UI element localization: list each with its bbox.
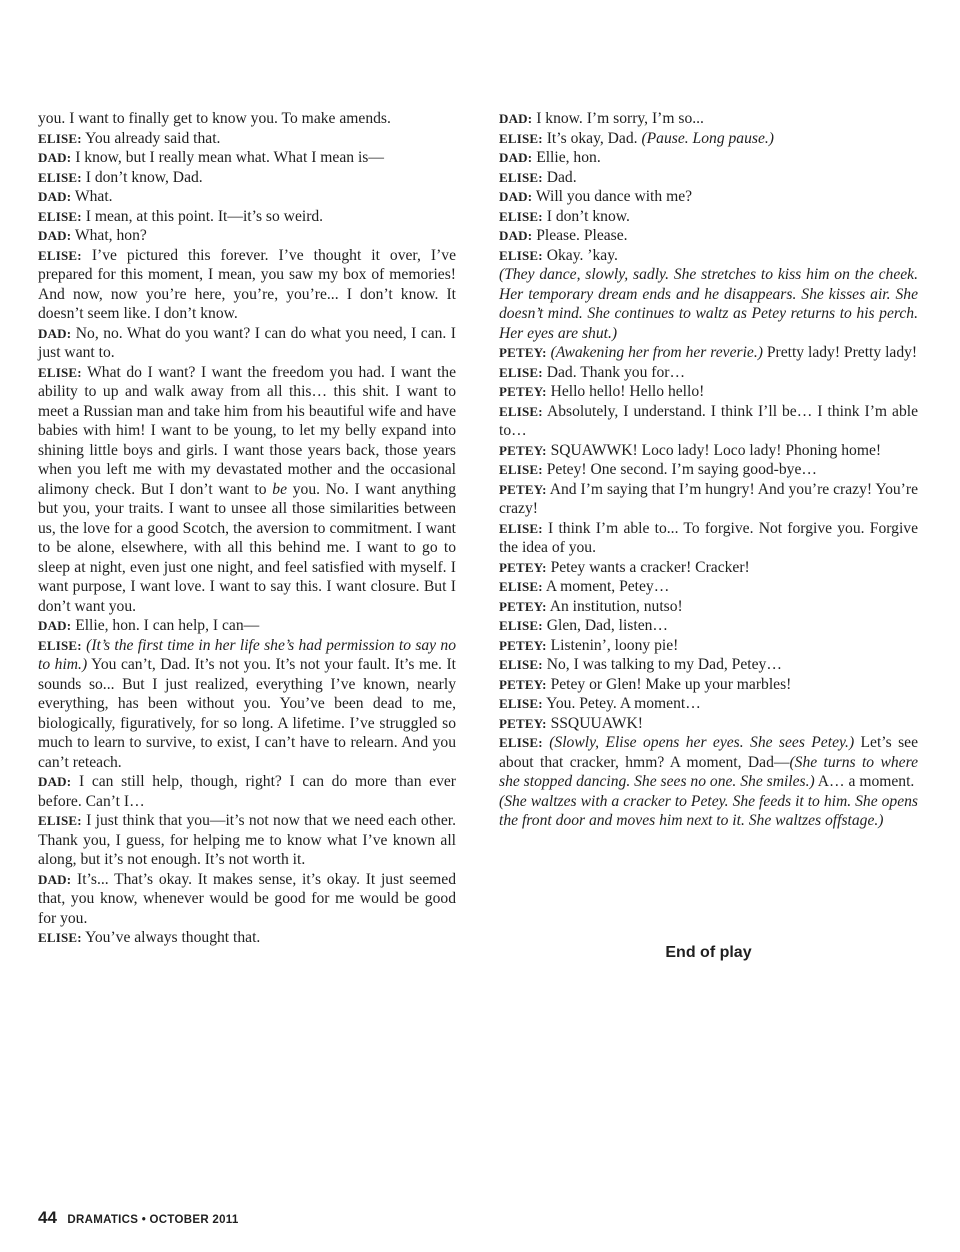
script-line — [38, 207, 456, 227]
speaker-name: DAD: — [499, 228, 533, 243]
speaker-name: ELISE: — [38, 208, 82, 224]
dialogue-text: A moment, Petey… — [542, 578, 670, 595]
speaker-name: ELISE: — [499, 169, 543, 185]
speaker-name: ELISE: — [499, 247, 543, 263]
speaker-name: PETEY: — [499, 676, 547, 692]
stage-direction: (She waltzes with a cracker to Petey. She feeds it to him. She opens the front door and moves him next to it. She waltzes offstage.) — [499, 792, 918, 829]
stage-direction: (Pause. Long pause.) — [641, 129, 774, 147]
dialogue-text: Hello hello! Hello hello! — [546, 383, 705, 400]
dialogue-text: Petey! One second. I’m saying good-bye… — [542, 461, 817, 478]
script-line — [499, 616, 918, 636]
speaker-name: DAD: — [38, 618, 72, 633]
stage-direction: (It’s the first time in her life she’s had permission to say no to him.) — [38, 636, 456, 673]
right-text-column — [499, 109, 918, 831]
script-line — [499, 694, 918, 714]
magazine-issue: DRAMATICS • OCTOBER 2011 — [67, 1214, 239, 1226]
dialogue-text: Let’s see about that cracker, hmm? A moment, Dad— — [499, 734, 918, 771]
dialogue-text: Pretty lady! Pretty lady! — [762, 344, 918, 361]
dialogue-text: Listenin’, loony pie! — [546, 636, 679, 654]
dialogue-text: You. Petey. A moment… — [542, 695, 701, 712]
speaker-name: ELISE: — [499, 618, 543, 633]
left-text-column — [38, 109, 456, 948]
speaker-name: ELISE: — [38, 130, 82, 146]
script-line — [499, 343, 918, 363]
script-line — [38, 109, 456, 129]
script-line — [38, 636, 456, 773]
script-line — [499, 792, 918, 831]
script-line — [499, 714, 918, 734]
script-line — [499, 129, 918, 149]
script-line — [38, 811, 456, 870]
script-line — [499, 168, 918, 188]
speaker-name: ELISE: — [499, 657, 543, 672]
speaker-name: PETEY: — [499, 637, 547, 653]
speaker-name: DAD: — [38, 774, 72, 789]
script-line — [38, 363, 456, 617]
dialogue-text: Okay. ’kay. — [542, 246, 618, 264]
end-of-play-label: End of play — [665, 944, 752, 961]
dialogue-text: You already said that. — [81, 129, 221, 147]
script-line — [499, 382, 918, 402]
dialogue-text: Will you dance with me? — [532, 188, 693, 205]
dialogue-text: An institution, nutso! — [546, 597, 683, 615]
script-line — [38, 928, 456, 948]
dialogue-text: you. No. I want anything but you, your traits. I want to unsee all those similarities between us, the love for a good Scotch, the aversion to commitment. I want to be alone, elsewhere, with all this behind me. I want to go to sleep at night, even just one night, and feel satisfied with myself. I want purpose, I want love. I want to say this. I want closure. But I don’t want you. — [38, 480, 456, 615]
script-line — [499, 402, 918, 441]
speaker-name: ELISE: — [499, 462, 543, 477]
script-line — [499, 460, 918, 480]
dialogue-text: No, no. What do you want? I can do what you need, I can. I just want to. — [38, 324, 456, 361]
dialogue-text: Please. Please. — [532, 227, 628, 244]
script-line — [38, 616, 456, 636]
speaker-name: PETEY: — [499, 481, 547, 497]
stage-direction: (She turns to where she stopped dancing. She sees no one. She smiles.) — [499, 753, 918, 790]
speaker-name: PETEY: — [499, 559, 547, 575]
script-line — [499, 733, 918, 792]
speaker-name: ELISE: — [499, 208, 543, 224]
script-line — [499, 519, 918, 558]
speaker-name: DAD: — [499, 150, 533, 165]
speaker-name: DAD: — [38, 189, 72, 204]
speaker-name: ELISE: — [38, 247, 82, 263]
speaker-name: ELISE: — [499, 403, 543, 419]
stage-direction: be — [272, 480, 288, 498]
script-line — [499, 636, 918, 656]
script-line — [499, 558, 918, 578]
dialogue-text: I don’t know. — [542, 207, 630, 225]
script-line — [499, 363, 918, 383]
dialogue-text: Absolutely, I understand. I think I’ll be… I think I’m able to… — [499, 402, 918, 439]
speaker-name: DAD: — [38, 325, 72, 341]
dialogue-text: I just think that you—it’s not now that we need each other. Thank you, I guess, for helping me to know what I’ve known all along, but it’s not enough. It’s not worth it. — [38, 812, 456, 868]
script-line — [499, 207, 918, 227]
speaker-name: ELISE: — [499, 696, 543, 711]
dialogue-text: And I’m saying that I’m hungry! And you’re crazy! You’re crazy! — [499, 480, 918, 517]
dialogue-text: Glen, Dad, listen… — [542, 617, 669, 634]
dialogue-text: What, hon? — [71, 227, 147, 244]
speaker-name: ELISE: — [38, 169, 82, 185]
script-line — [499, 265, 918, 343]
stage-direction: (They dance, slowly, sadly. She stretches to kiss him on the cheek. Her temporary dream ends and he disappears. She kisses air. She doesn’t mind. She continues to waltz as Petey returns to his perch. Her eyes are shut.) — [499, 266, 918, 342]
dialogue-text: Dad. Thank you for… — [542, 363, 686, 381]
page-footer — [38, 1208, 239, 1228]
script-line — [499, 675, 918, 695]
speaker-name: ELISE: — [38, 930, 82, 945]
script-line — [38, 226, 456, 246]
script-line — [38, 772, 456, 811]
script-line — [38, 129, 456, 149]
stage-direction: (Awakening her from her reverie.) — [550, 344, 763, 361]
dialogue-text: I don’t know, Dad. — [81, 168, 203, 186]
script-line — [499, 655, 918, 675]
speaker-name: ELISE: — [38, 813, 82, 828]
dialogue-text: I know, but I really mean what. What I mean is— — [71, 149, 384, 166]
dialogue-text: Dad. — [542, 168, 577, 186]
speaker-name: ELISE: — [38, 364, 82, 380]
script-line — [38, 324, 456, 363]
speaker-name: ELISE: — [38, 637, 82, 653]
dialogue-text: What do I want? I want the freedom you had. I want the ability to up and walk away from all this… this shit. I want to meet a Russian man and take him from his beautiful wife and have babies with him! I want to be young, to let my belly expand into shining little boys and girls. I want those years back, those years when you left me with my devastated mother and the occasional alimony check. But I don’t want to — [38, 363, 456, 498]
script-line — [38, 870, 456, 929]
dialogue-text: Petey or Glen! Make up your marbles! — [546, 675, 792, 693]
script-line — [499, 597, 918, 617]
dialogue-text: It’s okay, Dad. — [542, 129, 642, 147]
speaker-name: PETEY: — [499, 384, 547, 399]
stage-direction: (Slowly, Elise opens her eyes. She sees Petey.) — [549, 734, 855, 751]
script-line — [38, 246, 456, 324]
dialogue-text: You can’t, Dad. It’s not you. It’s not your fault. It’s me. It sounds so... But I just realized, everything I’ve known, nearly everything, has been without you. You’ve been dead to me, biologically, figuratively, for so long. A lifetime. I’ve struggled so much to learn to survive, to exist, I can’t have to relearn. And you can’t reteach. — [38, 656, 456, 771]
speaker-name: ELISE: — [499, 364, 543, 380]
script-line — [499, 148, 918, 168]
speaker-name: ELISE: — [499, 579, 543, 594]
speaker-name: PETEY: — [499, 598, 547, 614]
dialogue-text: No, I was talking to my Dad, Petey… — [542, 656, 782, 673]
script-line — [499, 246, 918, 266]
script-line — [499, 187, 918, 207]
dialogue-text: Ellie, hon. — [532, 149, 601, 166]
dialogue-text: I think I’m able to... To forgive. Not forgive you. Forgive the idea of you. — [499, 519, 918, 556]
dialogue-text: SSQUUAWK! — [546, 714, 643, 732]
dialogue-text: SQUAWWK! Loco lady! Loco lady! Phoning home! — [546, 441, 882, 459]
script-line — [499, 109, 918, 129]
dialogue-text: I can still help, though, right? I can do more than ever before. Can’t I… — [38, 773, 456, 810]
dialogue-text: You’ve always thought that. — [81, 929, 261, 946]
dialogue-text: I’ve pictured this forever. I’ve thought it over, I’ve prepared for this moment, I mean, you saw my box of memories! And now, now you’re here, you’re, you’re... I don’t know. It doesn’t seem like. I don’t know. — [38, 246, 456, 322]
script-line — [38, 148, 456, 168]
dialogue-text: you. I want to finally get to know you. To make amends. — [38, 110, 391, 127]
script-line — [38, 168, 456, 188]
speaker-name: DAD: — [499, 111, 533, 126]
dialogue-text: What. — [71, 188, 113, 205]
dialogue-text: I know. I’m sorry, I’m so... — [532, 110, 704, 127]
speaker-name: DAD: — [38, 150, 72, 165]
speaker-name: DAD: — [38, 871, 72, 887]
dialogue-text: I mean, at this point. It—it’s so weird. — [81, 207, 324, 225]
speaker-name: DAD: — [38, 228, 72, 243]
dialogue-text: A… a moment. — [814, 773, 915, 790]
script-line — [499, 577, 918, 597]
script-line — [499, 441, 918, 461]
script-line — [38, 187, 456, 207]
dialogue-text: It’s... That’s okay. It makes sense, it’s okay. It just seemed that, you know, whenever would be good for me would be good for you. — [38, 870, 456, 927]
speaker-name: DAD: — [499, 189, 533, 204]
dialogue-text: Petey wants a cracker! Cracker! — [546, 558, 750, 576]
speaker-name: ELISE: — [499, 520, 543, 536]
page-number: 44 — [38, 1208, 57, 1227]
script-line — [499, 480, 918, 519]
speaker-name: PETEY: — [499, 715, 547, 731]
speaker-name: ELISE: — [499, 130, 543, 146]
speaker-name: PETEY: — [499, 345, 547, 360]
speaker-name: PETEY: — [499, 442, 547, 458]
script-line — [499, 226, 918, 246]
dialogue-text: Ellie, hon. I can help, I can— — [71, 617, 260, 634]
speaker-name: ELISE: — [499, 735, 543, 750]
